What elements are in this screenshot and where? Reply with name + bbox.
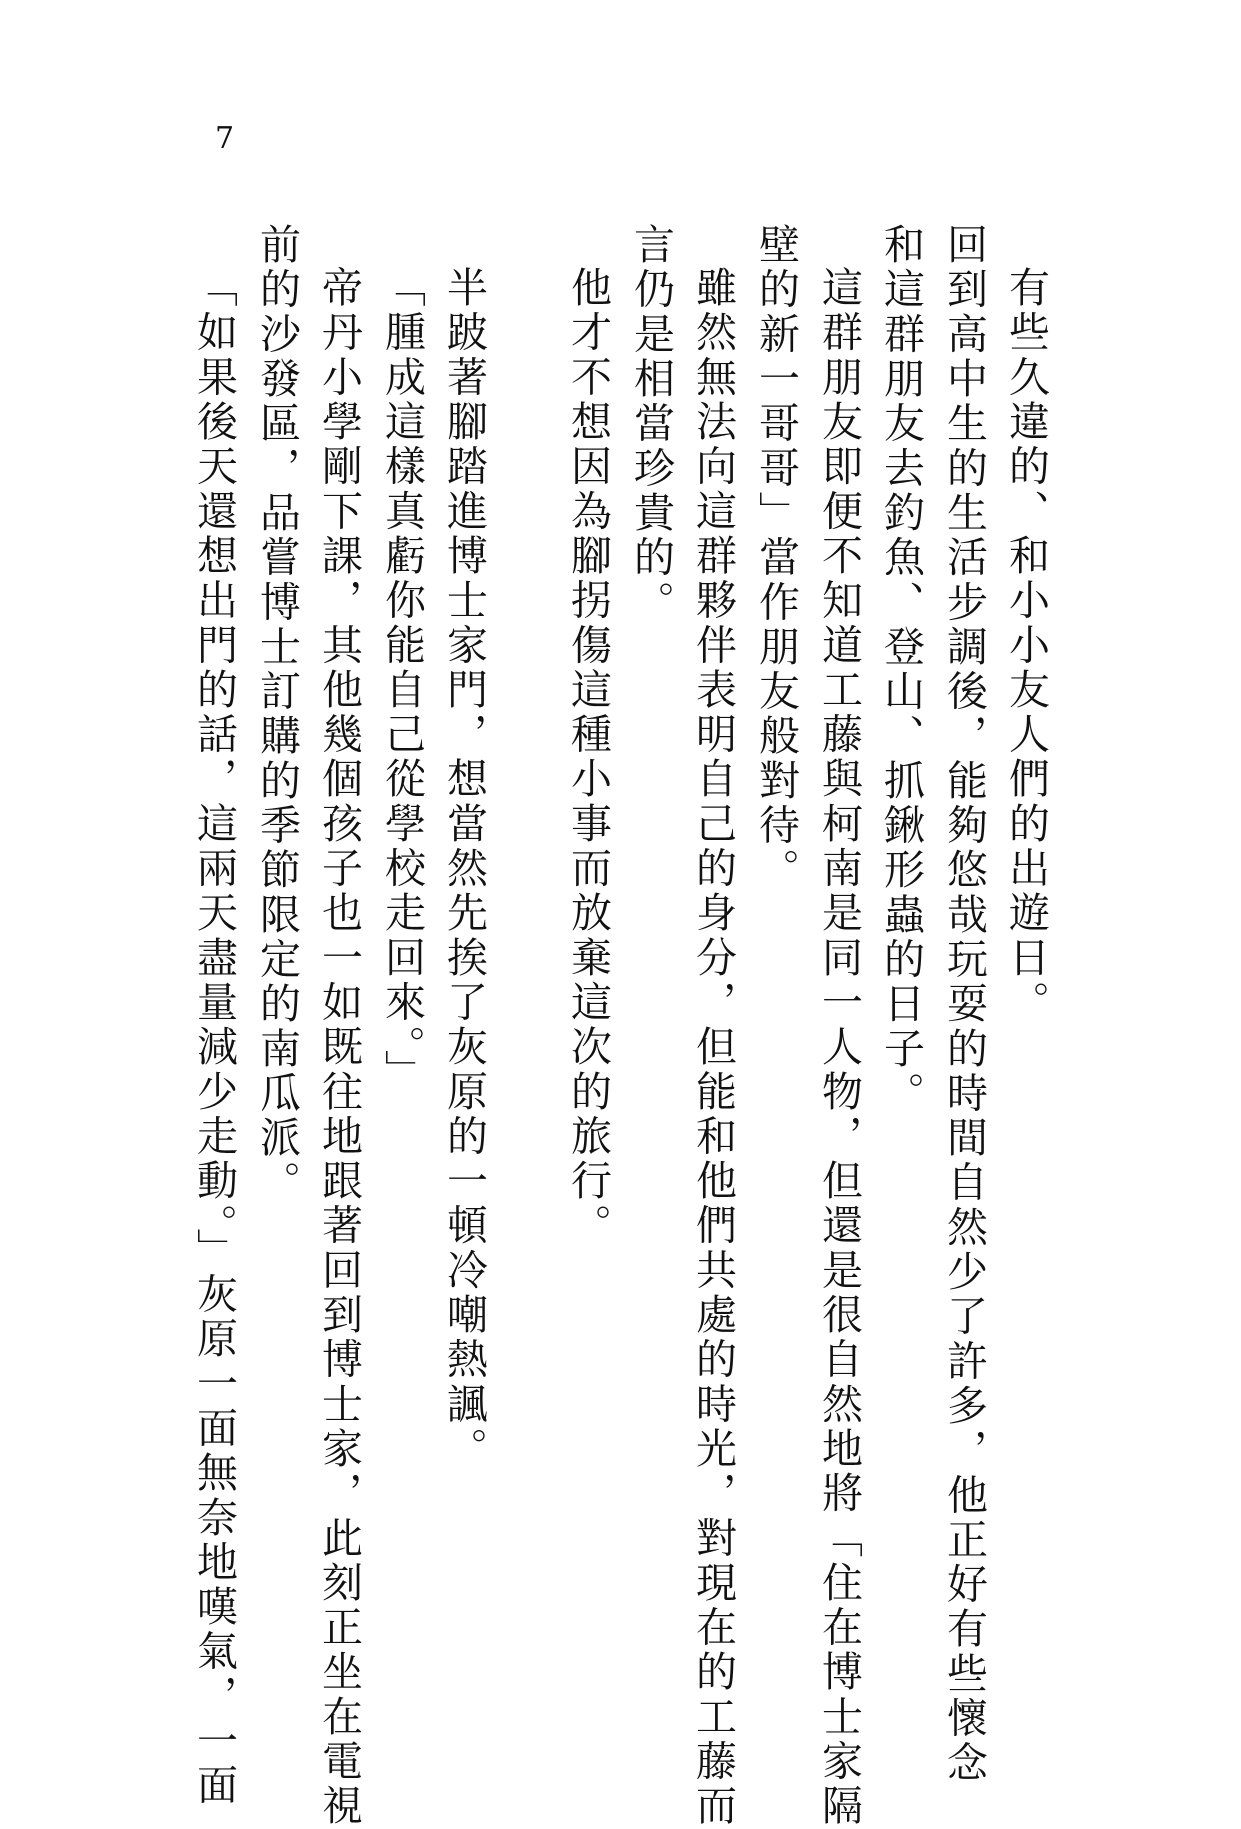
text-line: 壁的新一哥哥」當作朋友般對待。 — [752, 223, 800, 893]
text-line: 有些久違的、和小小友人們的出遊日。 — [1002, 266, 1050, 1026]
text-line: 回到高中生的生活步調後，能夠悠哉玩耍的時間自然少了許多，他正好有些懷念 — [940, 223, 988, 1786]
text-line: 他才不想因為腳拐傷這種小事而放棄這次的旅行。 — [564, 266, 612, 1249]
text-line: 和這群朋友去釣魚、登山、抓鍬形蟲的日子。 — [877, 223, 925, 1116]
page-number: 7 — [215, 121, 235, 156]
text-line: 「如果後天還想出門的話，這兩天盡量減少走動。」灰原一面無奈地嘆氣，一面 — [190, 266, 238, 1809]
text-line: 「腫成這樣真虧你能自己從學校走回來。」 — [378, 266, 426, 1094]
text-line: 前的沙發區，品嘗博士訂購的季節限定的南瓜派。 — [253, 223, 301, 1206]
text-line: 這群朋友即便不知道工藤與柯南是同一人物，但還是很自然地將「住在博士家隔 — [815, 266, 863, 1829]
text-line: 雖然無法向這群夥伴表明自己的身分，但能和他們共處的時光，對現在的工藤而 — [689, 266, 737, 1829]
text-line: 言仍是相當珍貴的。 — [627, 223, 675, 625]
text-line: 半跛著腳踏進博士家門，想當然先挨了灰原的一頓冷嘲熱諷。 — [440, 266, 488, 1472]
text-line: 帝丹小學剛下課，其他幾個孩子也一如既往地跟著回到博士家，此刻正坐在電視 — [315, 266, 363, 1829]
